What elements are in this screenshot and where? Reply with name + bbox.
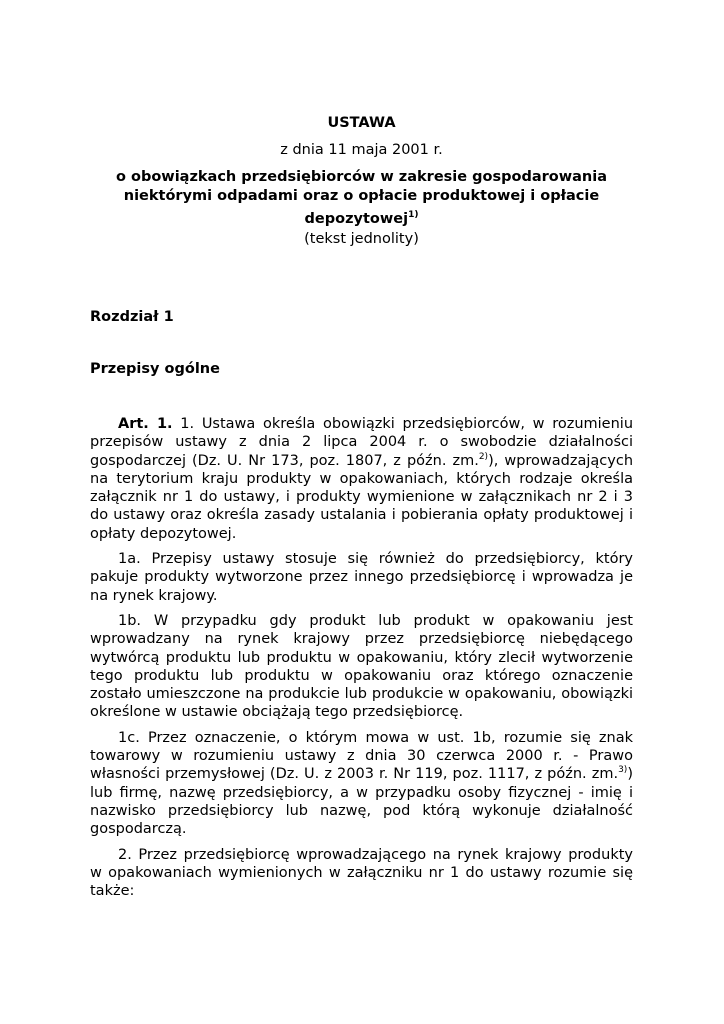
chapter-title: Przepisy ogólne	[90, 361, 220, 377]
act-subject	[90, 168, 633, 229]
article-body	[90, 415, 633, 907]
paragraph-1c-text-b: ) lub firmę, nazwę przedsiębiorcy, a w przypadku osoby fizycznej - imię i nazwisko przedsiębiorcy lub nazwę, pod którą wykonuje działalność gospodarczą.	[90, 766, 633, 838]
paragraph-1c-text-a: 1c. Przez oznaczenie, o którym mowa w ust. 1b, rozumie się znak towarowy w rozumieniu ustawy z dnia 30 czerwca 2000 r. - Prawo własności przemysłowej (Dz. U. z 2003 r. Nr 119, poz. 1117, z późn. zm.	[90, 729, 633, 783]
footnote-ref-1: 1)	[408, 210, 419, 220]
paragraph-2: 2. Przez przedsiębiorcę wprowadzającego na rynek krajowy produkty w opakowaniach wymienionych w załączniku nr 1 do ustawy rozumie się także:	[90, 846, 633, 900]
paragraph-1-text-b: ), wprowadzających na terytorium kraju produkty w opakowaniach, których rodzaje określa załącznik nr 1 do ustawy, i produkty wymienione w załącznikach nr 2 i 3 do ustawy oraz określa zasady ustalania i pobierania opłaty produktowej i opłaty depozytowej.	[90, 452, 634, 542]
act-title: USTAWA	[327, 115, 396, 131]
article-label: Art. 1.	[118, 416, 173, 432]
footnote-ref-2: 2)	[478, 451, 489, 462]
paragraph-1	[90, 415, 633, 543]
act-subject-text: o obowiązkach przedsiębiorców w zakresie gospodarowania niektórymi odpadami oraz o opłacie produktowej i opłacie depozytowej	[115, 169, 607, 227]
paragraph-1b: 1b. W przypadku gdy produkt lub produkt w opakowaniu jest wprowadzany na rynek krajowy przez przedsiębiorcę niebędącego wytwórcą produktu lub produktu w opakowaniu, który zlecił wytworzenie tego produktu lub produktu w opakowaniu oraz którego oznaczenie zostało umieszczone na produkcie lub produkcie w opakowaniu, obowiązki określone w ustawie obciążają tego przedsiębiorcę.	[90, 612, 633, 721]
paragraph-1a: 1a. Przepisy ustawy stosuje się również do przedsiębiorcy, który pakuje produkty wytworzone przez innego przedsiębiorcę i wprowadza je na rynek krajowy.	[90, 551, 633, 604]
consolidated-text-note: (tekst jednolity)	[304, 231, 419, 247]
chapter-label: Rozdział 1	[90, 309, 174, 325]
paragraph-1c	[90, 729, 633, 839]
paragraph-1-text-a: 1. Ustawa określa obowiązki przedsiębiorców, w rozumieniu przepisów ustawy z dnia 2 lipca 2004 r. o swobodzie działalności gospodarczej (Dz. U. Nr 173, poz. 1807, z późn. zm.	[90, 416, 634, 469]
act-date: z dnia 11 maja 2001 r.	[280, 142, 443, 158]
footnote-ref-3: 3)	[618, 765, 628, 776]
